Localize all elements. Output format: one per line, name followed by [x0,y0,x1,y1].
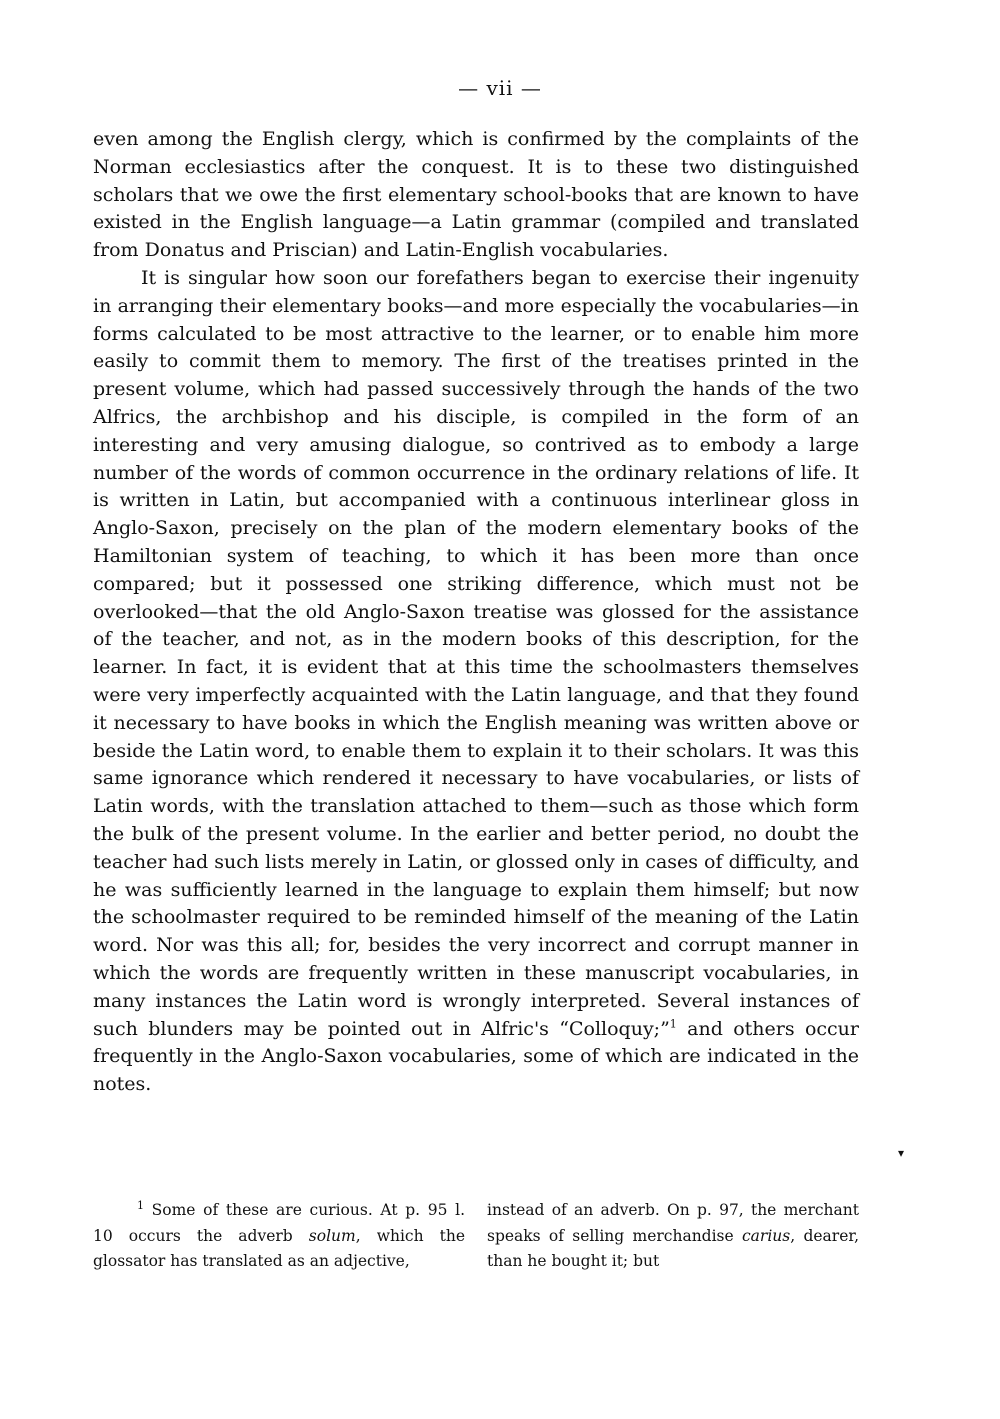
footnote-left-italic: solum [308,1226,356,1245]
footnote-text-right [487,1198,859,1275]
paragraph-2-tail: and others occur frequently in the Anglo-Saxon vocabularies, some of which are indicated in the notes. [93,1017,859,1096]
footnotes [93,1198,859,1275]
footnote-text-left [93,1198,465,1275]
footnote-right-text: instead of an adverb. On p. 97, the merchant speaks of selling merchandise [487,1201,859,1245]
footnote-reference: 1 [669,1017,677,1031]
footnote-column-right [487,1198,859,1275]
footnote-left-text: Some of these are curious. At p. 95 l. 10 occurs the adverb [93,1201,465,1245]
paragraph-2-text: It is singular how soon our forefathers began to exercise their ingenuity in arranging their elementary books—and more especially the vocabularies—in forms calculated to be most attractive to the learner, or to enable him more easily to commit them to memory. The first of the treatises printed in the present volume, which had passed successively through the hands of the two Alfrics, the archbishop and his disciple, is compiled in the form of an interesting and very amusing dialogue, so contrived as to embody a large number of the words of common occurrence in the ordinary relations of life. It is written in Latin, but accompanied with a continuous interlinear gloss in Anglo-Saxon, precisely on the plan of the modern elementary books of the Hamiltonian system of teaching, to which it has been more than once compared; but it possessed one striking difference, which must not be overlooked—that the old Anglo-Saxon treatise was glossed for the assistance of the teacher, and not, as in the modern books of this description, for the learner. In fact, it is evident that at this time the schoolmasters themselves were very imperfectly acquainted with the Latin language, and that they found it necessary to have books in which the English meaning was written above or beside the Latin word, to enable them to explain it to their scholars. It was this same ignorance which rendered it necessary to have vocabularies, or lists of Latin words, with the translation attached to them—such as those which form the bulk of the present volume. In the earlier and better period, no doubt the teacher had such lists merely in Latin, or glossed only in cases of difficulty, and he was sufficiently learned in the language to explain them himself; but now the schoolmaster required to be reminded himself of the meaning of the Latin word. Nor was this all; for, besides the very incorrect and corrupt manner in which the words are frequently written in these manuscript vocabularies, in many instances the Latin word is wrongly interpreted. Several instances of such blunders may be pointed out in Alfric's “Colloquy;” [93,266,859,1040]
body-text [93,126,859,1099]
paragraph-1: even among the English clergy, which is confirmed by the complaints of the Norman ecclesiastics after the conquest. It is to these two distinguished scholars that we owe the first elementary school-books that are known to have existed in the English language—a Latin grammar (compiled and translated from Donatus and Priscian) and Latin-English vocabularies. [93,128,859,262]
footnote-right-tail: , dearer, than he bought it; but [487,1226,859,1270]
stray-mark: ▾ [898,1146,905,1160]
paragraph-2 [93,265,859,1099]
footnote-right-italic: carius [741,1226,791,1245]
page-number: — vii — [458,76,542,100]
footnote-marker: 1 [137,1198,144,1212]
footnote-left-tail: , which the glossator has translated as an adjective, [93,1226,465,1270]
footnote-column-left [93,1198,465,1275]
